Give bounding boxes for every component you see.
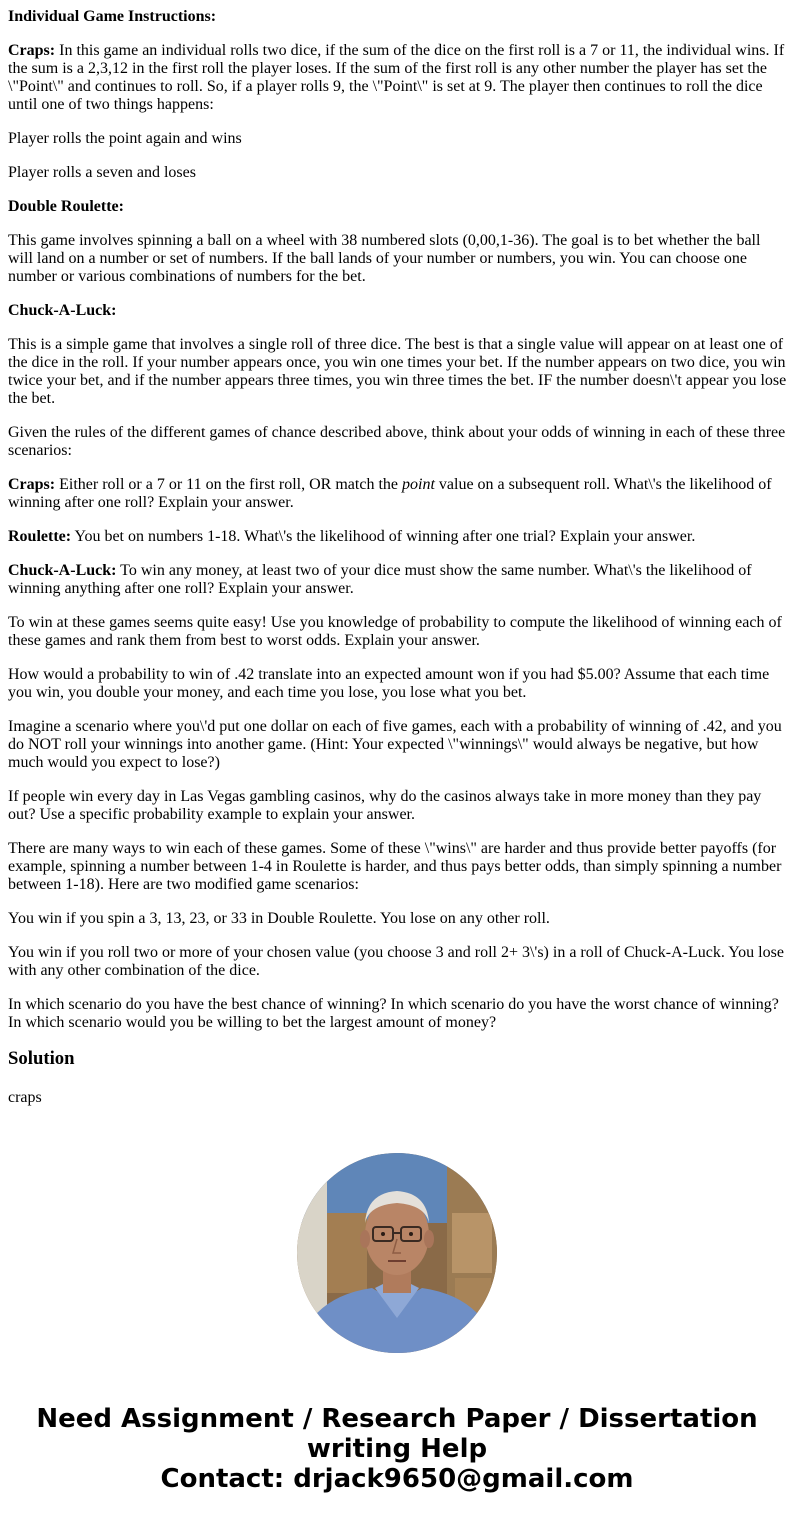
contact-banner-line-1: Need Assignment / Research Paper / Dissertation [36,1404,758,1434]
question-craps-label: Craps: [8,476,56,493]
solution-text: craps [8,1089,42,1106]
instructions-heading-paragraph [8,8,788,26]
paragraph-five-games: Imagine a scenario where you\'d put one dollar on each of five games, each with a probability of winning of .42, and you do NOT roll your winnings into another game. (Hint: Your expected \"winnings\" would always be negative, but how much would you expect to lose?) [8,718,782,771]
craps-outcome-lose: Player rolls a seven and loses [8,164,196,181]
paragraph-final-question: In which scenario do you have the best chance of winning? In which scenario do you have the worst chance of winning? In which scenario would you be willing to bet the largest amount of money? [8,996,779,1031]
craps-label: Craps: [8,42,56,59]
craps-intro-text: In this game an individual rolls two dice, if the sum of the dice on the first roll is a 7 or 11, the individual wins. If the sum is a 2,3,12 in the first roll the player loses. If the sum of the first roll is any other number the player has set the \"Point\" and continues to roll. So, if a player rolls 9, the \"Point\" is set at 9. The player then continues to roll the dice until one of two things happens: [8,42,785,113]
question-roulette [8,528,788,546]
question-chuck [8,562,788,598]
paragraph-rank-odds: To win at these games seems quite easy! Use you knowledge of probability to compute the likelihood of winning each of these games and rank them from best to worst odds. Explain your answer. [8,614,782,649]
craps-outcome-win: Player rolls the point again and wins [8,130,242,147]
paragraph-scenario-roulette: You win if you spin a 3, 13, 23, or 33 in Double Roulette. You lose on any other roll. [8,910,550,927]
chuck-heading: Chuck-A-Luck: [8,302,117,319]
contact-banner [0,1404,794,1494]
paragraph-modified-scenarios: There are many ways to win each of these games. Some of these \"wins\" are harder and thus provide better payoffs (for example, spinning a number between 1-4 in Roulette is harder, and thus pays better odds, than simply spinning a number between 1-18). Here are two modified game scenarios: [8,840,782,893]
question-roulette-label: Roulette: [8,528,72,545]
question-chuck-text: To win any money, at least two of your dice must show the same number. What\'s the likelihood of winning anything after one roll? Explain your answer. [8,562,752,597]
contact-banner-line-2: writing Help [306,1434,488,1464]
question-craps [8,476,788,512]
contact-banner-line-3: Contact: drjack9650@gmail.com [160,1464,634,1494]
chuck-text: This is a simple game that involves a single roll of three dice. The best is that a single value will appear on at least one of the dice in the roll. If your number appears once, you win one times your bet. If the number appears on two dice, you win twice your bet, and if the number appears three times, you win three times the bet. IF the number doesn\'t appear you lose the bet. [8,336,787,407]
double-roulette-heading: Double Roulette: [8,198,124,215]
instructions-heading: Individual Game Instructions: [8,8,217,25]
chuck-heading-paragraph [8,302,788,320]
craps-intro-paragraph [8,42,788,114]
question-roulette-text: You bet on numbers 1-18. What\'s the likelihood of winning after one trial? Explain your answer. [71,528,696,545]
question-chuck-label: Chuck-A-Luck: [8,562,117,579]
author-avatar [297,1153,497,1353]
question-craps-text-before: Either roll or a 7 or 11 on the first roll, OR match the [55,476,402,493]
question-craps-italic: point [402,476,435,493]
paragraph-expected-amount: How would a probability to win of .42 translate into an expected amount won if you had $5.00? Assume that each time you win, you double your money, and each time you lose, you lose what you bet. [8,666,770,701]
scenarios-intro: Given the rules of the different games of chance described above, think about your odds of winning in each of these three scenarios: [8,424,786,459]
solution-heading: Solution [8,1048,75,1069]
article-content [8,8,788,1123]
paragraph-scenario-chuck: You win if you roll two or more of your chosen value (you choose 3 and roll 2+ 3\'s) in a roll of Chuck-A-Luck. You lose with any other combination of the dice. [8,944,784,979]
author-photo [297,1153,497,1353]
double-roulette-text: This game involves spinning a ball on a wheel with 38 numbered slots (0,00,1-36). The goal is to bet whether the ball will land on a number or set of numbers. If the ball lands of your number or numbers, you win. You can choose one number or various combinations of numbers for the bet. [8,232,761,285]
question-craps-text-after: value on a subsequent roll. What\'s the likelihood of winning after one roll? Explain your answer. [8,476,772,511]
double-roulette-heading-paragraph [8,198,788,216]
paragraph-las-vegas: If people win every day in Las Vegas gambling casinos, why do the casinos always take in more money than they pay out? Use a specific probability example to explain your answer. [8,788,762,823]
